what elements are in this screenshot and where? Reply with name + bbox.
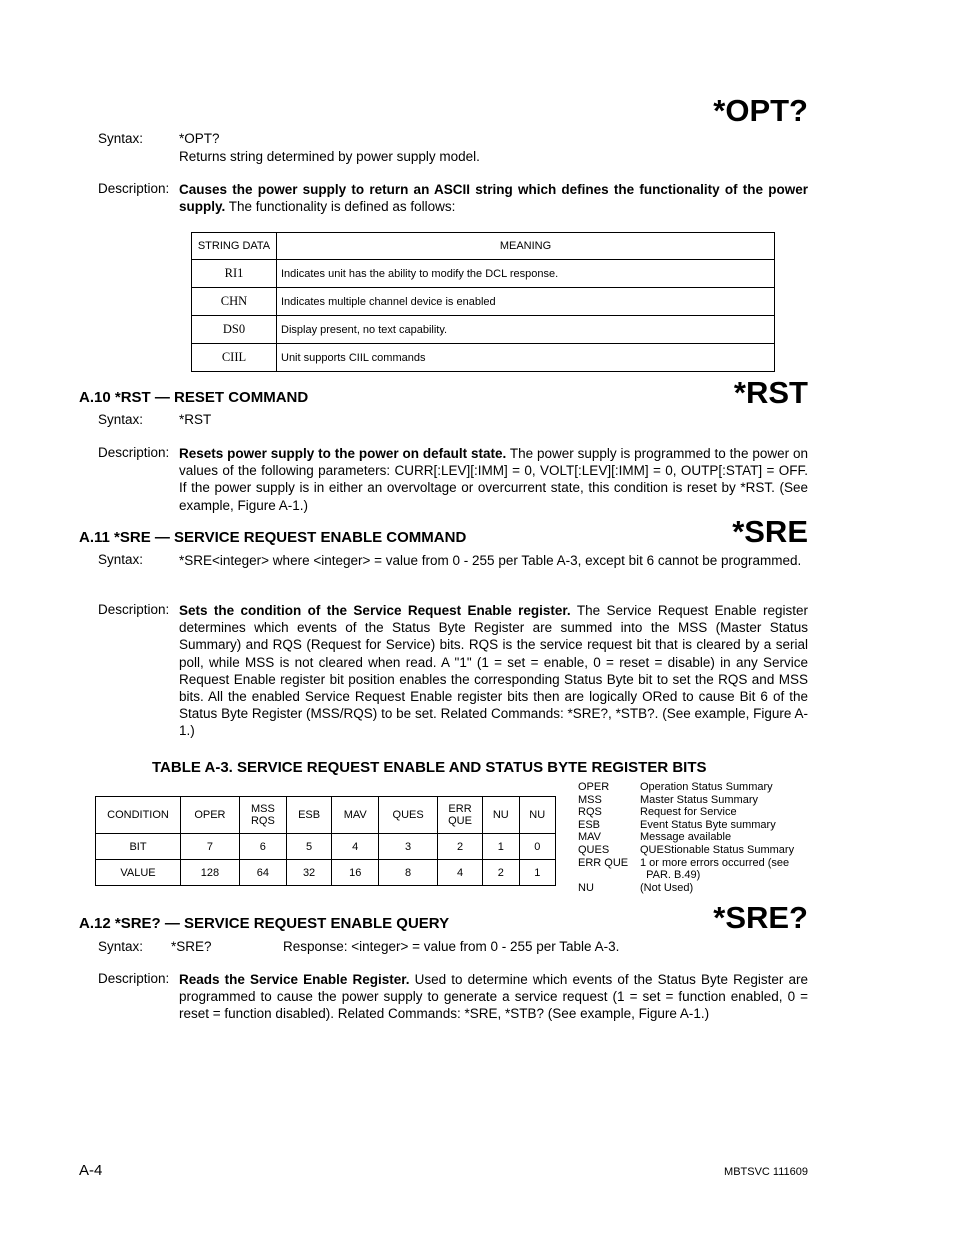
opt-desc-bold: Causes the power supply to return an ASCII string which defines the functionality of the power supply. bbox=[179, 182, 808, 215]
sreq-syntax-label: Syntax: bbox=[98, 939, 144, 954]
legend-item bbox=[578, 819, 810, 832]
sreq-heading: *SRE? bbox=[713, 900, 808, 935]
table-header-cell: OPER bbox=[181, 797, 240, 834]
rst-desc-bold: Resets power supply to the power on default state. bbox=[179, 446, 507, 461]
table-cell: 4 bbox=[438, 860, 483, 886]
table-cell: CIIL bbox=[192, 344, 277, 372]
legend-item bbox=[578, 869, 810, 882]
table-cell: Unit supports CIIL commands bbox=[277, 344, 775, 372]
legend-key: ERR QUE bbox=[578, 856, 629, 869]
sreq-syntax-response: Response: <integer> = value from 0 - 255 per Table A-3. bbox=[283, 939, 620, 954]
rst-syntax-cmd: *RST bbox=[179, 412, 212, 427]
table-cell: 1 bbox=[483, 834, 519, 860]
opt-description bbox=[179, 181, 808, 215]
sreq-desc-label: Description: bbox=[98, 971, 170, 986]
legend-key bbox=[578, 869, 640, 882]
abbreviation-legend bbox=[578, 781, 810, 894]
legend-value: 1 or more errors occurred (see bbox=[640, 856, 790, 869]
legend-item bbox=[578, 806, 810, 819]
opt-string-table bbox=[191, 232, 775, 372]
legend-item bbox=[578, 857, 810, 870]
legend-value: Event Status Byte summary bbox=[640, 818, 776, 831]
legend-value: Request for Service bbox=[640, 806, 737, 819]
table-cell: VALUE bbox=[96, 860, 181, 886]
rst-section-title: A.10 *RST — RESET COMMAND bbox=[79, 389, 309, 406]
page-number: A-4 bbox=[79, 1162, 103, 1179]
table-cell: 64 bbox=[239, 860, 286, 886]
legend-item bbox=[578, 882, 810, 895]
rst-heading: *RST bbox=[733, 375, 808, 410]
status-byte-table bbox=[95, 796, 556, 886]
sre-description bbox=[179, 602, 808, 740]
rst-syntax-label: Syntax: bbox=[98, 412, 144, 427]
table-cell: 1 bbox=[519, 860, 556, 886]
sre-syntax-text: *SRE<integer> where <integer> = value from 0 - 255 per Table A-3, except bit 6 cannot be programmed. bbox=[179, 553, 802, 568]
legend-key: NU bbox=[578, 881, 594, 894]
table-row bbox=[192, 260, 775, 288]
table-cell: Indicates multiple channel device is enabled bbox=[277, 288, 775, 316]
table-header-cell: NU bbox=[519, 797, 556, 834]
opt-desc-rest: The functionality is defined as follows: bbox=[225, 199, 456, 215]
legend-value: (Not Used) bbox=[640, 881, 694, 894]
rst-description bbox=[179, 445, 808, 514]
legend-key: QUES bbox=[578, 843, 610, 856]
table-cell: 5 bbox=[286, 834, 331, 860]
table-header-cell: ERR QUE bbox=[438, 797, 483, 834]
document-id: MBTSVC 111609 bbox=[724, 1166, 808, 1178]
legend-item bbox=[578, 831, 810, 844]
table-row bbox=[96, 834, 556, 860]
table-row bbox=[192, 288, 775, 316]
opt-syntax-note: Returns string determined by power supply model. bbox=[179, 149, 480, 164]
legend-item bbox=[578, 794, 810, 807]
legend-value: Master Status Summary bbox=[640, 793, 758, 806]
table-header-cell: CONDITION bbox=[96, 797, 181, 834]
table-row bbox=[96, 860, 556, 886]
sre-desc-rest: The Service Request Enable register determines which events of the Status Byte Register are summed into the MSS (Master Status Summary) and RQS (Request for Service) bits. RQS is the service request bit that is cleared by a serial poll, while MSS is not cleared when read. A "1" (1 = set = enable, 0 = reset = disable) in any Service Request Enable register bit position enables the corresponding Status Byte bit to set the RQS and MSS bits. All the enabled Service Request Enable register bits then are logically ORed to cause Bit 6 of the Status Byte Register (MSS/RQS) to be set. Related Commands: *SRE?, *STB?. (See example, Figure A-1.) bbox=[179, 603, 808, 739]
legend-value: PAR. B.49) bbox=[640, 869, 701, 882]
rst-desc-rest: The power supply is programmed to the power on values of the following parameters: CURR[:LEV][:IMM] = 0, VOLT[:LEV][:IMM] = 0, OUTP[:STAT] = OFF. If the power supply is in either an overvoltage or overcurrent state, this condition is reset by *RST. (See example, Figure A-1.) bbox=[179, 446, 808, 513]
legend-item bbox=[578, 844, 810, 857]
table-header-cell: NU bbox=[483, 797, 519, 834]
table-cell: 2 bbox=[438, 834, 483, 860]
legend-value: QUEStionable Status Summary bbox=[640, 843, 795, 856]
table-header-cell: ESB bbox=[286, 797, 331, 834]
sre-heading: *SRE bbox=[732, 514, 808, 549]
table-header-cell: STRING DATA bbox=[192, 233, 277, 260]
table-a3-title: TABLE A-3. SERVICE REQUEST ENABLE AND STATUS BYTE REGISTER BITS bbox=[152, 759, 707, 776]
legend-value: Message available bbox=[640, 831, 732, 844]
sreq-desc-rest: Used to determine which events of the Status Byte Register are programmed to cause the power supply to generate a service request (1 = set = function enabled, 0 = reset = function disabled). Related Commands: *SRE, *STB? (See example, Figure A-1.) bbox=[179, 972, 808, 1022]
table-cell: 3 bbox=[379, 834, 438, 860]
table-header-row bbox=[192, 233, 775, 260]
table-cell: RI1 bbox=[192, 260, 277, 288]
opt-heading: *OPT? bbox=[713, 93, 808, 128]
table-header-cell: MAV bbox=[332, 797, 379, 834]
table-cell: 0 bbox=[519, 834, 556, 860]
legend-key: RQS bbox=[578, 806, 602, 819]
table-cell: 128 bbox=[181, 860, 240, 886]
table-header-cell: MSS RQS bbox=[239, 797, 286, 834]
sreq-description bbox=[179, 971, 808, 1023]
table-row bbox=[192, 316, 775, 344]
table-cell: 7 bbox=[181, 834, 240, 860]
legend-key: ESB bbox=[578, 818, 601, 831]
table-cell: BIT bbox=[96, 834, 181, 860]
table-cell: DS0 bbox=[192, 316, 277, 344]
rst-desc-label: Description: bbox=[98, 445, 170, 460]
table-cell: 8 bbox=[379, 860, 438, 886]
table-row bbox=[192, 344, 775, 372]
sre-desc-label: Description: bbox=[98, 602, 170, 617]
table-header-row bbox=[96, 797, 556, 834]
table-cell: 32 bbox=[286, 860, 331, 886]
sreq-desc-bold: Reads the Service Enable Register. bbox=[179, 972, 410, 987]
table-header-cell: MEANING bbox=[277, 233, 775, 260]
opt-syntax-label: Syntax: bbox=[98, 131, 144, 146]
legend-key: OPER bbox=[578, 781, 610, 793]
table-cell: Indicates unit has the ability to modify the DCL response. bbox=[277, 260, 775, 288]
sreq-syntax-cmd: *SRE? bbox=[171, 939, 212, 954]
sre-desc-bold: Sets the condition of the Service Request Enable register. bbox=[179, 603, 571, 618]
table-cell: CHN bbox=[192, 288, 277, 316]
legend-item bbox=[578, 781, 810, 794]
table-header-cell: QUES bbox=[379, 797, 438, 834]
opt-syntax-cmd: *OPT? bbox=[179, 131, 220, 146]
legend-value: Operation Status Summary bbox=[640, 781, 773, 793]
sre-section-title: A.11 *SRE — SERVICE REQUEST ENABLE COMMAND bbox=[79, 529, 467, 546]
legend-key: MSS bbox=[578, 793, 602, 806]
opt-desc-label: Description: bbox=[98, 181, 170, 196]
table-cell: 6 bbox=[239, 834, 286, 860]
table-cell: 16 bbox=[332, 860, 379, 886]
table-cell: 2 bbox=[483, 860, 519, 886]
table-cell: Display present, no text capability. bbox=[277, 316, 775, 344]
sreq-section-title: A.12 *SRE? — SERVICE REQUEST ENABLE QUERY bbox=[79, 915, 450, 932]
legend-key: MAV bbox=[578, 831, 602, 844]
table-cell: 4 bbox=[332, 834, 379, 860]
sre-syntax-label: Syntax: bbox=[98, 552, 144, 567]
